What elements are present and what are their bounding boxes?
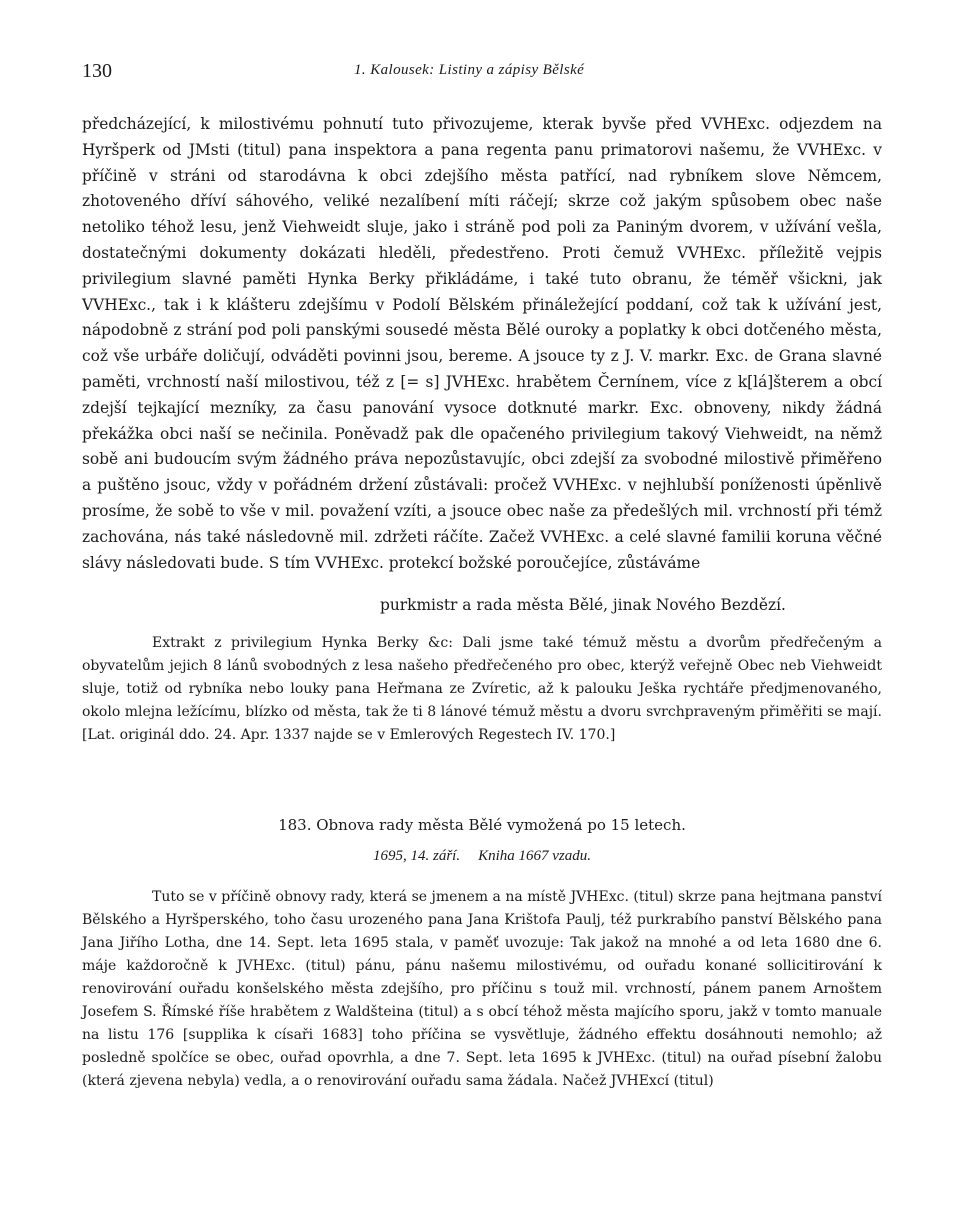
book-page [82, 60, 882, 1107]
document-heading: 183. Obnova rady města Bělé vymožená po 15 letech. [278, 815, 686, 834]
main-paragraph: předcházející, k milostivému pohnutí tuto přivozujeme, kterak byvše před VVHExc. odjezdem na Hyršperk od JMsti (titul) pana inspektora a pana regenta panu primatorovi našemu, že VVHExc. v příčině v stráni od starodávna k obci zdejšího města patřící, nad rybníkem slove Němcem, zhotoveného dříví sáhového, veliké nezalíbení míti ráčejí; skrze což jakým spůsobem obec naše netoliko téhož lesu, jenž Viehweidt sluje, jako i stráně pod poli za Paniným dvorem, v užívání vešla, dostatečnými dokumenty dokázati hleděli, předestřeno. Proti čemuž VVHExc. příležitě vejpis privilegium slavné paměti Hynka Berky přikládáme, i také tuto obranu, že téměř všickni, jak VVHExc., tak i k klášteru zdejšímu v Podolí Bělském přináležející poddaní, což tak k užívání jest, nápodobně z strání pod poli panskými sousedé města Bělé ouroky a poplatky k obci dotčeného města, což vše urbáře doličují, odváděti povinni jsou, bereme. A jsouce ty z J. V. markr. Exc. de Grana slavné paměti, vrchností naší milostivou, též z [= s] JVHExc. hrabětem Černínem, více z k[lá]šterem a obcí zdejší tejkající mezníky, za času panování vysoce dotknuté markr. Exc. obnoveny, nikdy žádná překážka obci naší se nečinila. Poněvadž pak dle opačeného privilegium takový Viehweidt, na němž sobě ani budoucím svým žádného práva nepozůstavujíc, obci zdejší za svobodné milostivě přiměřeno a puštěno jsouc, vždy v pořádném držení zůstávali: pročež VVHExc. v nejhlubší poníženosti úpěnlivě prosíme, že sobě to vše v mil. považení vzíti, a jsouce obec naše za předešlých mil. vrchností při témž zachována, nás také následovně mil. zdržeti ráčíte. Začež VVHExc. a celé slavné familii koruna věčné slávy následovati bude. S tím VVHExc. protekcí božské poroučejíce, zůstáváme [82, 115, 882, 572]
running-head [82, 60, 882, 86]
document-source: Kniha 1667 vzadu. [478, 847, 591, 864]
signature-line: purkmistr a rada města Bělé, jinak Nového Bezdězí. [380, 595, 786, 614]
document-body-paragraph: Tuto se v příčině obnovy rady, která se jmenem a na místě JVHExc. (titul) skrze pana hejtmana panství Bělského a Hyršperského, toho času urozeného pana Jana Krištofa Paulj, též purkrabího panství Bělského pana Jana Jiřího Lotha, dne 14. Sept. leta 1695 stala, v paměť uvozuje: Tak jakož na mnohé a od leta 1680 dne 6. máje každoročně k JVHExc. (titul) pánu, pánu našemu milostivému, od ouřadu konané sollicitirování k renovirování ouřadu konšelského města zdejšího, pro příčinu s touž mil. vrchností, pánem panem Arnoštem Josefem S. Římské říše hrabětem z Waldšteina (titul) a s obcí téhož města majícího sporu, jakž v tomto manuale na listu 176 [supplika k císaři 1683] toho příčina se vysvětluje, žádného effektu dosáhnouti nemohlo; až posledně spolčíce se obec, ouřad opovrhla, a dne 7. Sept. leta 1695 k JVHExc. (titul) na ouřad písební žalobu (která zjevena nebyla) vedla, a o renovirování ouřadu sama žádala. Načež JVHExcí (titul) [82, 888, 882, 1089]
document-date-line [82, 844, 882, 868]
header-title: 1. Kalousek: Listiny a zápisy Bělské [354, 62, 585, 78]
extract-paragraph: Extrakt z privilegium Hynka Berky &c: Dali jsme také témuž městu a dvorům předřečeným a obyvatelům jejich 8 lánů svobodných z lesa našeho předřečeného pro obec, kterýž veřejně Obec neb Viehweidt sluje, totiž od rybníka nebo louky pana Heřmana ze Zvíretic, až k palouku Ješka rychtáře předjmenovaného, okolo mlejna ležícímu, blízko od města, tak že ti 8 lánové témuž městu a dvoru svrchpraveným přiměřiti se mají. [Lat. originál ddo. 24. Apr. 1337 najde se v Emlerových Regestech IV. 170.] [82, 634, 882, 743]
page-number: 130 [82, 60, 112, 82]
document-date: 1695, 14. září. [372, 847, 461, 864]
